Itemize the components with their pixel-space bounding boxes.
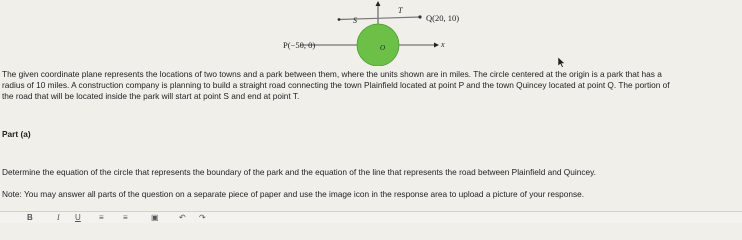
point-q-dot bbox=[418, 15, 421, 18]
problem-line: radius of 10 miles. A construction company is planning to build a straight road connecting the town Plainfield located at point P and the town Quincey located at point Q. The portion of bbox=[2, 80, 670, 90]
problem-statement bbox=[2, 69, 738, 102]
redo-button[interactable]: ↷ bbox=[199, 213, 206, 222]
problem-line: the road that will be located inside the park will start at point S and end at point T. bbox=[2, 91, 300, 101]
x-axis-arrow bbox=[434, 43, 439, 48]
underline-button[interactable]: U bbox=[75, 213, 81, 222]
point-q-label: Q(20, 10) bbox=[426, 13, 460, 23]
origin-label: O bbox=[380, 44, 386, 52]
numbered-list-button[interactable]: ≡ bbox=[123, 213, 128, 222]
point-p-label: P(−50, 0) bbox=[283, 40, 316, 50]
x-axis-label: x bbox=[441, 40, 445, 49]
mouse-cursor-icon bbox=[558, 57, 566, 68]
bold-button[interactable]: B bbox=[27, 213, 33, 222]
y-axis-arrow bbox=[376, 1, 381, 6]
problem-line: The given coordinate plane represents the locations of two towns and a park between them, where the units shown are in miles. The circle centered at the origin is a park that has a bbox=[2, 69, 662, 79]
image-button[interactable]: ▣ bbox=[151, 213, 159, 222]
italic-button[interactable]: I bbox=[57, 213, 60, 222]
editor-toolbar bbox=[0, 211, 742, 223]
road-line bbox=[339, 17, 420, 20]
label-t: T bbox=[398, 6, 403, 15]
point-p-dot bbox=[338, 18, 341, 21]
coordinate-figure bbox=[0, 0, 742, 66]
part-heading: Part (a) bbox=[2, 129, 31, 139]
question-text: Determine the equation of the circle that represents the boundary of the park and the equation of the line that represents the road between Plainfield and Quincey. bbox=[2, 167, 596, 177]
undo-button[interactable]: ↶ bbox=[179, 213, 186, 222]
park-circle bbox=[357, 24, 399, 66]
bulleted-list-button[interactable]: ≡ bbox=[99, 213, 104, 222]
note-text: Note: You may answer all parts of the question on a separate piece of paper and use the image icon in the response area to upload a picture of your response. bbox=[2, 189, 585, 199]
label-s: S bbox=[353, 16, 357, 25]
